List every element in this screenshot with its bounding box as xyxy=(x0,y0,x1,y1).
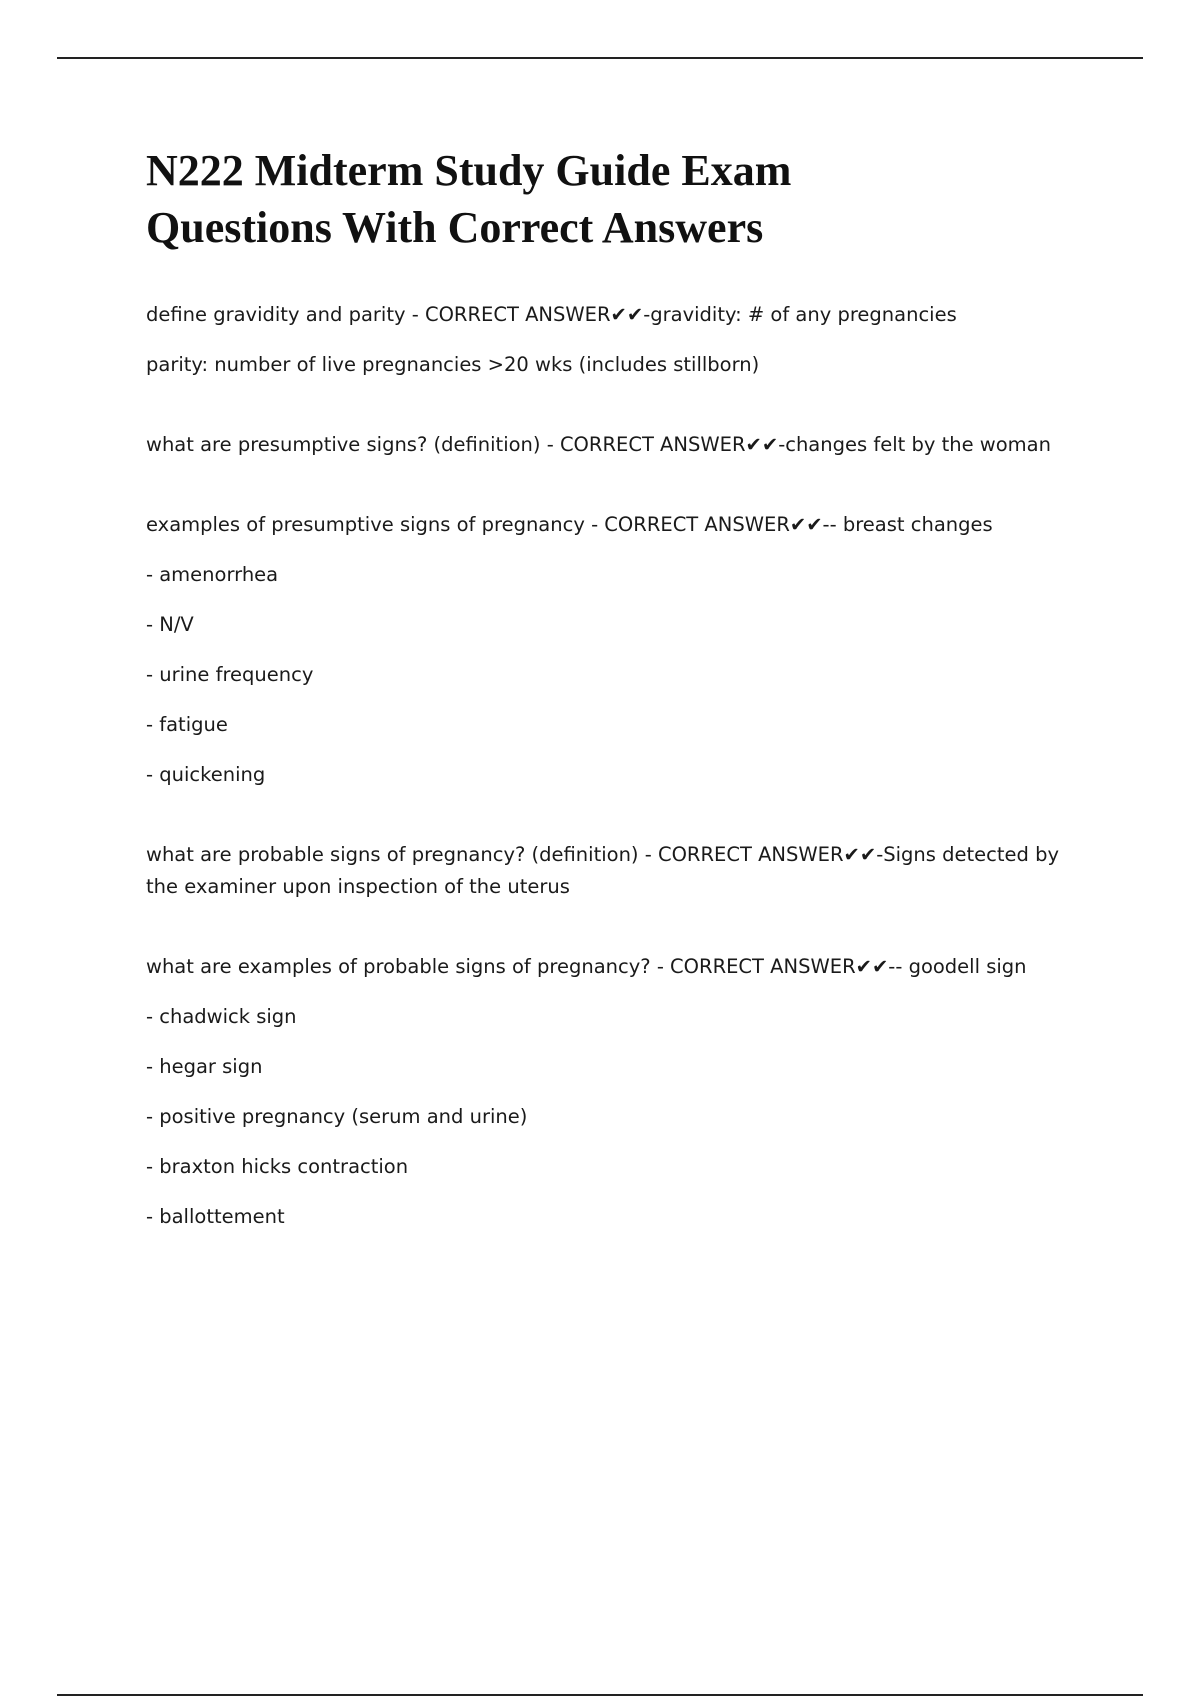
qa-question-answer: examples of presumptive signs of pregnancy - CORRECT ANSWER✔✔-- breast changes xyxy=(146,513,993,536)
qa-question-answer: what are examples of probable signs of pregnancy? - CORRECT ANSWER✔✔-- goodell sign xyxy=(146,955,1027,978)
bottom-rule xyxy=(57,1694,1143,1696)
document-title xyxy=(146,142,1086,256)
list-item: - amenorrhea xyxy=(146,563,279,586)
list-item: - quickening xyxy=(146,763,266,786)
list-item: - braxton hicks contraction xyxy=(146,1155,409,1178)
title-line-2: Questions With Correct Answers xyxy=(146,203,764,252)
list-item: - ballottement xyxy=(146,1205,285,1228)
list-item: - chadwick sign xyxy=(146,1005,297,1028)
qa-block-presumptive-definition xyxy=(146,429,1086,461)
list-item: - hegar sign xyxy=(146,1055,263,1078)
title-line-1: N222 Midterm Study Guide Exam xyxy=(146,146,792,195)
list-item: - positive pregnancy (serum and urine) xyxy=(146,1105,528,1128)
qa-block-probable-examples xyxy=(146,951,1086,1233)
qa-block-probable-definition xyxy=(146,839,1086,903)
qa-question-answer: define gravidity and parity - CORRECT ANSWER✔✔-gravidity: # of any pregnancies xyxy=(146,303,957,326)
qa-answer-line: parity: number of live pregnancies >20 wks (includes stillborn) xyxy=(146,353,760,376)
qa-block-gravidity xyxy=(146,299,1086,381)
list-item: - urine frequency xyxy=(146,663,314,686)
qa-question-answer: what are probable signs of pregnancy? (definition) - CORRECT ANSWER✔✔-Signs detected by the examiner upon inspection of the uterus xyxy=(146,843,1060,898)
top-rule xyxy=(57,57,1143,59)
qa-block-presumptive-examples xyxy=(146,509,1086,791)
document-body xyxy=(146,142,1086,1233)
list-item: - N/V xyxy=(146,613,194,636)
list-item: - fatigue xyxy=(146,713,228,736)
qa-question-answer: what are presumptive signs? (definition) - CORRECT ANSWER✔✔-changes felt by the woman xyxy=(146,433,1051,456)
